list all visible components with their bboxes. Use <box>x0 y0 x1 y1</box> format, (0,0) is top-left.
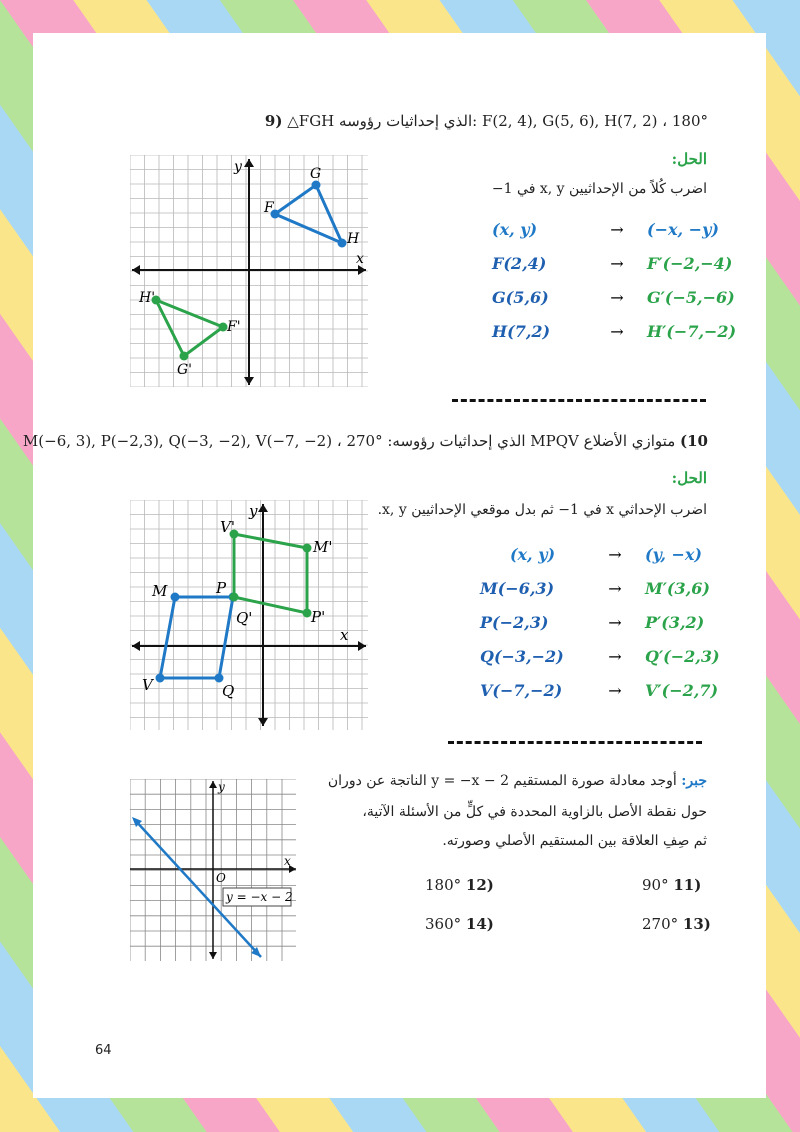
q10-transform-table <box>480 537 755 707</box>
q9-label-g-prime: G' <box>177 362 193 378</box>
q9-text: △FGH الذي إحداثيات رؤوسه: F(2, 4), G(5, 6), H(7, 2) ، 180° <box>287 112 708 130</box>
algebra-line-2: حول نقطة الأصل بالزاوية المحددة في كلٍّ من الأسئلة الآتية، <box>362 804 707 820</box>
q10-question <box>23 432 708 450</box>
q9-instruction: اضرب كُلاً من الإحداثيين x, y في 1− <box>491 181 707 197</box>
q10-label-v-prime: V' <box>220 518 235 536</box>
q10-label-p: P <box>216 579 227 597</box>
table-row: H(7,2) → H′(−7,−2) <box>492 321 737 341</box>
q10-label-p-prime: P' <box>311 608 326 626</box>
q10-x-label: x <box>340 626 349 644</box>
q10-instruction: اضرب الإحداثي x في 1− ثم بدل موقعي الإحداثيين x, y. <box>377 502 707 518</box>
algebra-text-1: أوجد معادلة صورة المستقيم y = −x − 2 الناتجة عن دوران <box>327 773 677 789</box>
page-number: 64 <box>95 1043 112 1058</box>
divider <box>448 741 702 744</box>
alg-x-label: x <box>284 854 291 868</box>
table-row: M(−6,3) → M′(3,6) <box>480 578 710 598</box>
option-13: 270° 13) <box>642 915 711 933</box>
q10-number: 10) <box>680 432 708 450</box>
q9-label-f-prime: F' <box>227 319 241 335</box>
q9-triangle-fgh <box>275 185 342 243</box>
algebra-line-1 <box>328 773 707 789</box>
q10-parallelogram-mpqv <box>160 597 233 678</box>
q10-graph <box>130 500 370 730</box>
table-row: G(5,6) → G′(−5,−6) <box>492 287 735 307</box>
q9-x-label: x <box>356 251 364 267</box>
algebra-graph <box>130 779 296 961</box>
table-row: (x, y) → (−x, −y) <box>492 219 719 239</box>
q9-graph <box>130 155 370 387</box>
q9-number: 9) <box>264 112 283 130</box>
alg-equation-label: y = −x − 2 <box>226 890 293 904</box>
option-14: 360° 14) <box>425 915 494 933</box>
q10-label-q: Q <box>222 682 235 700</box>
option-11: 90° 11) <box>642 876 702 894</box>
alg-origin-label: O <box>216 871 226 885</box>
q10-label-m-prime: M' <box>313 538 333 556</box>
q10-solution-label: الحل: <box>671 469 707 487</box>
alg-y-label: y <box>218 780 225 794</box>
table-row: V(−7,−2) → V′(−2,7) <box>480 680 719 700</box>
q9-triangle-image <box>156 300 223 356</box>
q10-label-m: M <box>152 582 168 600</box>
q9-label-h: H <box>347 231 360 247</box>
algebra-line-3: ثم صِفِ العلاقة بين المستقيم الأصلي وصورته. <box>442 833 707 849</box>
table-row: (x, y) → (y, −x) <box>509 544 702 564</box>
table-row: P(−2,3) → P′(3,2) <box>480 612 705 632</box>
q10-label-v: V <box>142 676 153 694</box>
q9-transform-table <box>492 212 757 348</box>
algebra-label: جبر: <box>681 773 707 789</box>
q9-label-g: G <box>310 166 322 182</box>
table-row: Q(−3,−2) → Q′(−2,3) <box>480 646 720 666</box>
q9-label-f: F <box>264 200 274 216</box>
q9-label-h-prime: H' <box>139 290 156 306</box>
divider <box>452 399 706 402</box>
q10-y-label: y <box>249 502 258 520</box>
table-row: F(2,4) → F′(−2,−4) <box>492 253 733 273</box>
q9-question <box>265 112 708 130</box>
option-12: 180° 12) <box>425 876 494 894</box>
q10-text: متوازي الأضلاع MPQV الذي إحداثيات رؤوسه: M(−6, 3), P(−2,3), Q(−3, −2), V(−7, −2) ، 270° <box>22 432 676 450</box>
q9-solution-label: الحل: <box>671 150 707 168</box>
q9-y-label: y <box>234 159 242 175</box>
q10-label-q-prime: Q' <box>236 609 253 627</box>
